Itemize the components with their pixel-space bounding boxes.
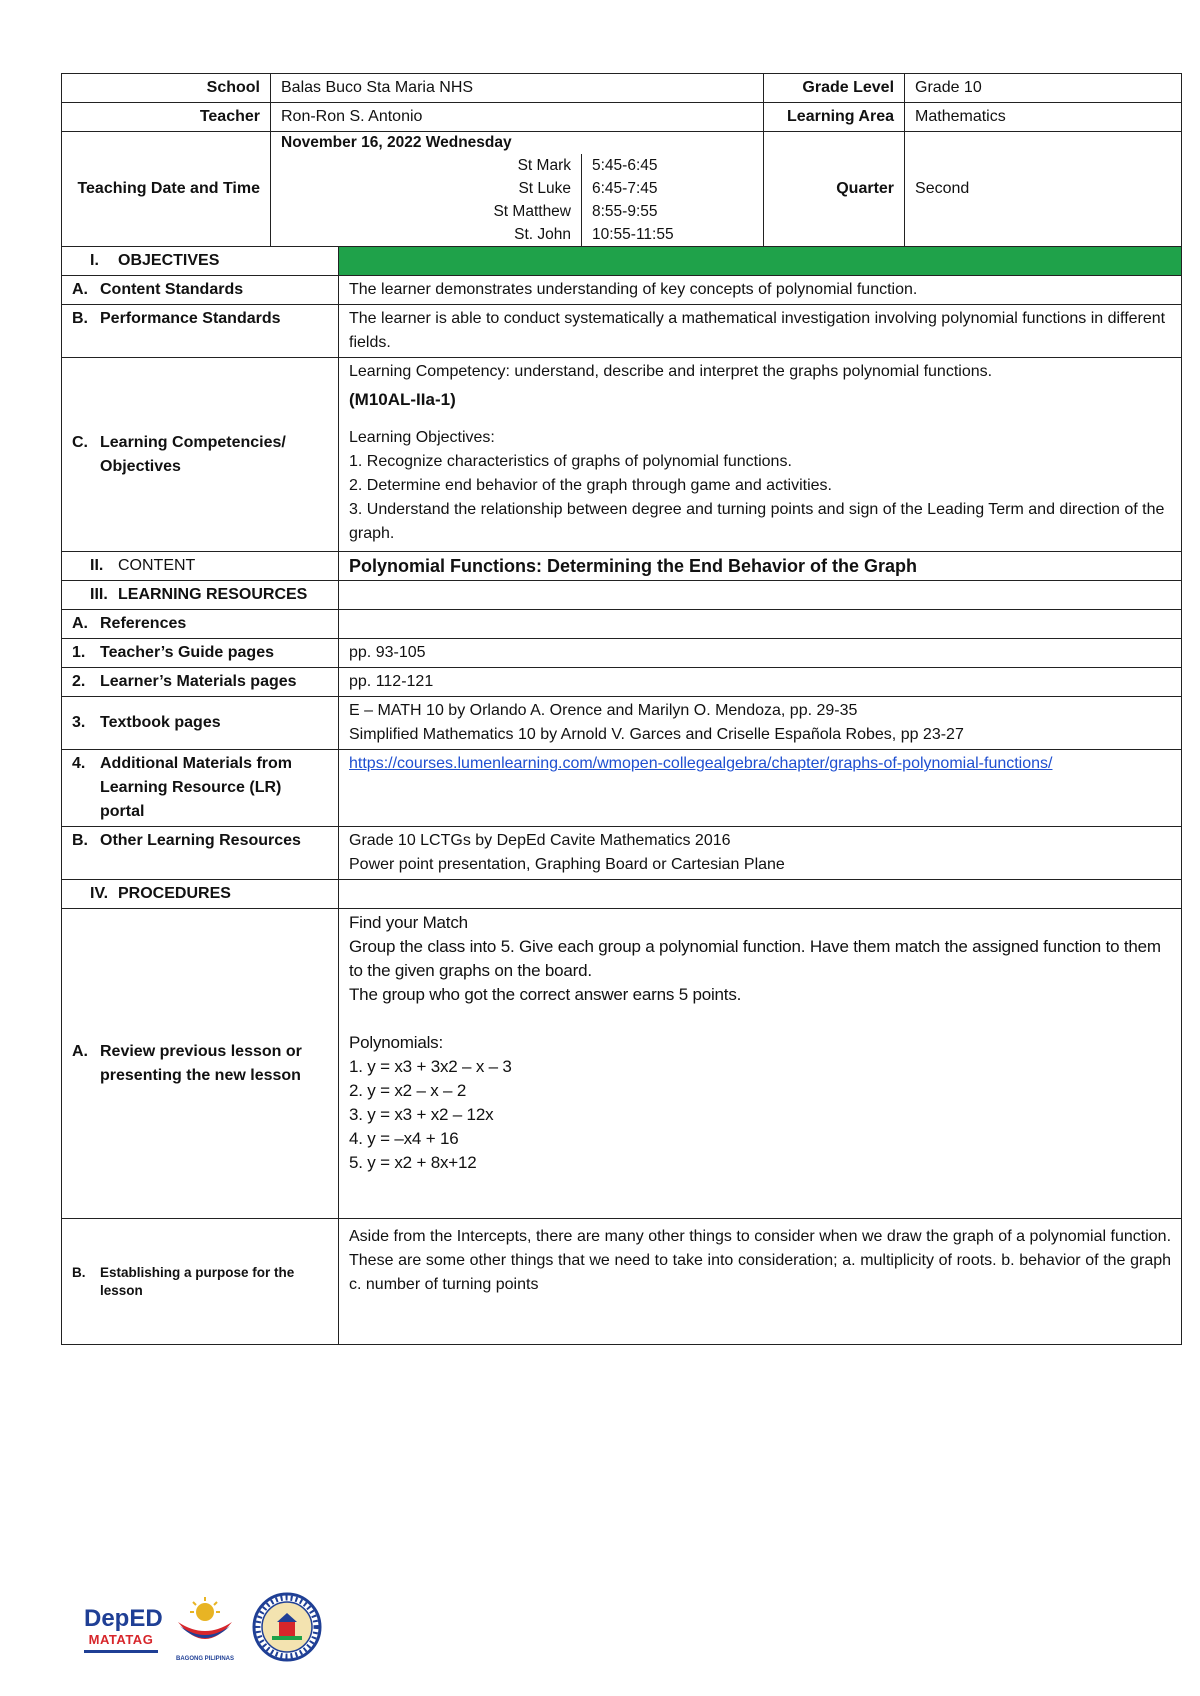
item-number: 2. <box>72 673 86 690</box>
textbook-entry: E – MATH 10 by Orlando A. Orence and Marilyn O. Mendoza, pp. 29-35 <box>349 702 858 719</box>
polynomial-item: 3. y = x3 + x2 – 12x <box>349 1105 494 1124</box>
polynomials-heading: Polynomials: <box>349 1033 443 1052</box>
empty-cell <box>339 610 1182 639</box>
objectives-heading <box>62 247 339 276</box>
additional-materials-cell <box>62 750 339 827</box>
objectives-heading-text: Learning Objectives: <box>349 429 495 446</box>
header-row-date <box>62 132 1182 247</box>
schedule-section: St Matthew <box>493 203 571 220</box>
competencies-cell <box>62 358 339 552</box>
item-number: B. <box>72 832 88 849</box>
lesson-plan-table <box>61 73 1182 1345</box>
item-number: A. <box>72 281 88 298</box>
textbook-cell <box>62 697 339 750</box>
learners-materials-value: pp. 112-121 <box>339 668 1182 697</box>
item-number: A. <box>72 615 88 632</box>
content-row <box>62 552 1182 581</box>
review-cell <box>62 909 339 1219</box>
school-seal-icon <box>252 1592 322 1662</box>
competencies-row <box>62 358 1182 552</box>
resources-row <box>62 581 1182 610</box>
performance-standards-row <box>62 305 1182 358</box>
section-title: CONTENT <box>118 557 196 574</box>
schedule-section: St Mark <box>517 157 571 174</box>
objective-item: 2. Determine end behavior of the graph through game and activities. <box>349 477 832 494</box>
section-number: II. <box>90 557 104 574</box>
resources-heading <box>62 581 339 610</box>
schedule-section: St. John <box>514 226 571 243</box>
item-number: A. <box>72 1042 88 1060</box>
school-seal-logo <box>252 1592 322 1667</box>
grade-label: Grade Level <box>764 74 905 103</box>
textbook-entry: Simplified Mathematics 10 by Arnold V. Garces and Criselle Española Robes, pp 23-27 <box>349 726 964 743</box>
quarter-label: Quarter <box>764 132 905 247</box>
section-number: IV. <box>90 885 109 902</box>
bagong-pilipinas-text: BAGONG PILIPINAS <box>175 1656 234 1662</box>
learners-materials-label: Learner’s Materials pages <box>100 673 297 690</box>
teachers-guide-cell <box>62 639 339 668</box>
date-value: November 16, 2022 Wednesday <box>281 134 512 151</box>
schedule-section: St Luke <box>518 180 571 197</box>
polynomial-item: 5. y = x2 + 8x+12 <box>349 1153 477 1172</box>
textbook-row <box>62 697 1182 750</box>
other-resource-entry: Power point presentation, Graphing Board or Cartesian Plane <box>349 856 785 873</box>
performance-standards-label: Performance Standards <box>100 310 281 327</box>
item-number: B. <box>72 310 88 327</box>
competencies-value <box>339 358 1182 552</box>
competency-code: (M10AL-IIa-1) <box>349 390 456 409</box>
teacher-label: Teacher <box>62 103 271 132</box>
date-cell <box>271 132 764 247</box>
deped-wordmark: DepED <box>84 1605 163 1632</box>
textbook-label: Textbook pages <box>100 714 221 731</box>
performance-standards-value: The learner is able to conduct systematically a mathematical investigation involving polynomial functions in different fields. <box>339 305 1182 358</box>
item-number: 3. <box>72 714 86 731</box>
objective-item: 1. Recognize characteristics of graphs of polynomial functions. <box>349 453 792 470</box>
content-value: Polynomial Functions: Determining the End Behavior of the Graph <box>339 552 1182 581</box>
competency-line: Learning Competency: understand, describe and interpret the graphs polynomial functions. <box>349 363 993 380</box>
schedule-time: 8:55-9:55 <box>581 200 701 223</box>
teachers-guide-value: pp. 93-105 <box>339 639 1182 668</box>
item-number: B. <box>72 1264 86 1280</box>
review-label: Review previous lesson or presenting the new lesson <box>100 1042 302 1084</box>
content-heading <box>62 552 339 581</box>
header-row-teacher <box>62 103 1182 132</box>
procedures-heading <box>62 880 339 909</box>
footer-logos <box>84 1592 322 1667</box>
bagong-pilipinas-emblem-icon <box>174 1596 236 1650</box>
performance-standards-cell <box>62 305 339 358</box>
references-label: References <box>100 615 187 632</box>
section-title: OBJECTIVES <box>118 252 220 269</box>
teacher-value: Ron-Ron S. Antonio <box>271 103 764 132</box>
purpose-row <box>62 1219 1182 1345</box>
section-title: PROCEDURES <box>118 885 231 902</box>
learners-materials-cell <box>62 668 339 697</box>
procedures-row <box>62 880 1182 909</box>
review-row <box>62 909 1182 1219</box>
grade-value: Grade 10 <box>905 74 1182 103</box>
other-resource-entry: Grade 10 LCTGs by DepEd Cavite Mathematics 2016 <box>349 832 731 849</box>
matatag-wordmark: MATATAG <box>88 1632 154 1647</box>
additional-materials-value <box>339 750 1182 827</box>
section-title: LEARNING RESOURCES <box>118 586 308 603</box>
purpose-cell <box>62 1219 339 1345</box>
content-standards-cell <box>62 276 339 305</box>
polynomial-item: 2. y = x2 – x – 2 <box>349 1081 467 1100</box>
activity-scoring: The group who got the correct answer earns 5 points. <box>349 985 742 1004</box>
bagong-pilipinas-logo <box>172 1596 238 1663</box>
purpose-label: Establishing a purpose for the lesson <box>100 1264 295 1298</box>
polynomial-item: 4. y = –x4 + 16 <box>349 1129 459 1148</box>
polynomial-item: 1. y = x3 + 3x2 – x – 3 <box>349 1057 512 1076</box>
schedule-time: 6:45-7:45 <box>581 177 701 200</box>
lr-portal-link[interactable]: https://courses.lumenlearning.com/wmopen-collegealgebra/chapter/graphs-of-polynomial-functions/ <box>349 755 1053 772</box>
schedule <box>281 154 753 246</box>
schedule-time: 10:55-11:55 <box>581 223 701 246</box>
other-resources-label: Other Learning Resources <box>100 832 301 849</box>
content-standards-row <box>62 276 1182 305</box>
objective-item: 3. Understand the relationship between degree and turning points and sign of the Leading Term and direction of the graph. <box>349 501 1165 542</box>
empty-cell <box>339 880 1182 909</box>
school-value: Balas Buco Sta Maria NHS <box>271 74 764 103</box>
content-standards-value: The learner demonstrates understanding of key concepts of polynomial function. <box>339 276 1182 305</box>
teachers-guide-label: Teacher’s Guide pages <box>100 644 274 661</box>
date-label: Teaching Date and Time <box>62 132 271 247</box>
review-value <box>339 909 1182 1219</box>
purpose-value: Aside from the Intercepts, there are many other things to consider when we draw the graph of a polynomial function. These are some other things that we need to take into consideration; a. multiplicity of roots. b. behavior of the graph c. number of turning points <box>339 1219 1182 1345</box>
references-cell <box>62 610 339 639</box>
teachers-guide-row <box>62 639 1182 668</box>
additional-materials-label: Additional Materials from Learning Resource (LR) portal <box>100 755 293 820</box>
header-row-school <box>62 74 1182 103</box>
competencies-label: Learning Competencies/ Objectives <box>100 433 286 475</box>
objectives-row <box>62 247 1182 276</box>
schedule-time: 5:45-6:45 <box>581 154 701 177</box>
empty-cell <box>339 581 1182 610</box>
green-bar <box>339 247 1182 276</box>
other-resources-row <box>62 827 1182 880</box>
deped-matatag-logo <box>84 1605 163 1653</box>
content-standards-label: Content Standards <box>100 281 244 298</box>
learners-materials-row <box>62 668 1182 697</box>
quarter-value: Second <box>905 132 1182 247</box>
item-number: C. <box>72 433 88 451</box>
other-resources-value <box>339 827 1182 880</box>
activity-instructions: Group the class into 5. Give each group a polynomial function. Have them match the assigned function to them to the given graphs on the board. <box>349 937 1161 980</box>
activity-title: Find your Match <box>349 913 468 932</box>
additional-materials-row <box>62 750 1182 827</box>
item-number: 4. <box>72 755 86 772</box>
school-label: School <box>62 74 271 103</box>
area-value: Mathematics <box>905 103 1182 132</box>
section-number: III. <box>90 586 108 603</box>
area-label: Learning Area <box>764 103 905 132</box>
item-number: 1. <box>72 644 86 661</box>
section-number: I. <box>90 252 99 269</box>
references-row <box>62 610 1182 639</box>
other-resources-cell <box>62 827 339 880</box>
textbook-value <box>339 697 1182 750</box>
